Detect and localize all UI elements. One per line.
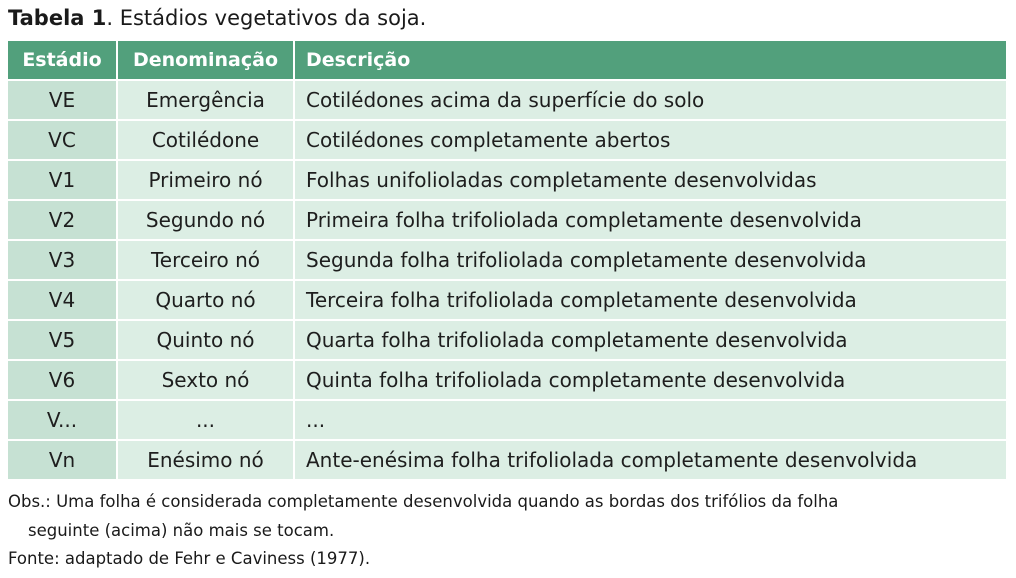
table-row (8, 321, 1006, 359)
stage-cell: VC (8, 121, 116, 159)
stage-cell: V4 (8, 281, 116, 319)
note-line-1: Obs.: Uma folha é considerada completamente desenvolvida quando as bordas dos trifólios da folha (8, 492, 839, 511)
table-row (8, 161, 1006, 199)
description-cell: Quinta folha trifoliolada completamente desenvolvida (295, 361, 1006, 399)
description-cell: Primeira folha trifoliolada completamente desenvolvida (295, 201, 1006, 239)
stage-cell: V... (8, 401, 116, 439)
description-cell: Ante-enésima folha trifoliolada completamente desenvolvida (295, 441, 1006, 479)
description-cell: Cotilédones acima da superfície do solo (295, 81, 1006, 119)
description-cell: ... (295, 401, 1006, 439)
table-caption-text: . Estádios vegetativos da soja. (106, 6, 427, 30)
stage-cell: V3 (8, 241, 116, 279)
column-header-name: Denominação (118, 41, 293, 79)
table-note (8, 487, 1008, 545)
name-cell: Quinto nó (118, 321, 293, 359)
column-header-description: Descrição (295, 41, 1006, 79)
soy-stages-table (6, 39, 1008, 481)
name-cell: Quarto nó (118, 281, 293, 319)
stage-cell: V6 (8, 361, 116, 399)
note-line-2: seguinte (acima) não mais se tocam. (28, 521, 335, 540)
stage-cell: V2 (8, 201, 116, 239)
name-cell: Terceiro nó (118, 241, 293, 279)
name-cell: Enésimo nó (118, 441, 293, 479)
description-cell: Folhas unifolioladas completamente desenvolvidas (295, 161, 1006, 199)
description-cell: Cotilédones completamente abertos (295, 121, 1006, 159)
name-cell: Cotilédone (118, 121, 293, 159)
stage-cell: V5 (8, 321, 116, 359)
name-cell: ... (118, 401, 293, 439)
table-row (8, 201, 1006, 239)
table-row (8, 81, 1006, 119)
table-row (8, 241, 1006, 279)
table-row (8, 281, 1006, 319)
description-cell: Segunda folha trifoliolada completamente desenvolvida (295, 241, 1006, 279)
table-caption (8, 5, 426, 31)
name-cell: Segundo nó (118, 201, 293, 239)
stage-cell: V1 (8, 161, 116, 199)
table-header-row (8, 41, 1006, 79)
column-header-stage: Estádio (8, 41, 116, 79)
name-cell: Emergência (118, 81, 293, 119)
description-cell: Terceira folha trifoliolada completamente desenvolvida (295, 281, 1006, 319)
table-row (8, 121, 1006, 159)
description-cell: Quarta folha trifoliolada completamente desenvolvida (295, 321, 1006, 359)
table-row (8, 441, 1006, 479)
table-source: Fonte: adaptado de Fehr e Caviness (1977). (8, 549, 371, 568)
stage-cell: VE (8, 81, 116, 119)
stage-cell: Vn (8, 441, 116, 479)
table-row (8, 401, 1006, 439)
table-caption-label: Tabela 1 (8, 6, 107, 30)
name-cell: Sexto nó (118, 361, 293, 399)
table-row (8, 361, 1006, 399)
name-cell: Primeiro nó (118, 161, 293, 199)
